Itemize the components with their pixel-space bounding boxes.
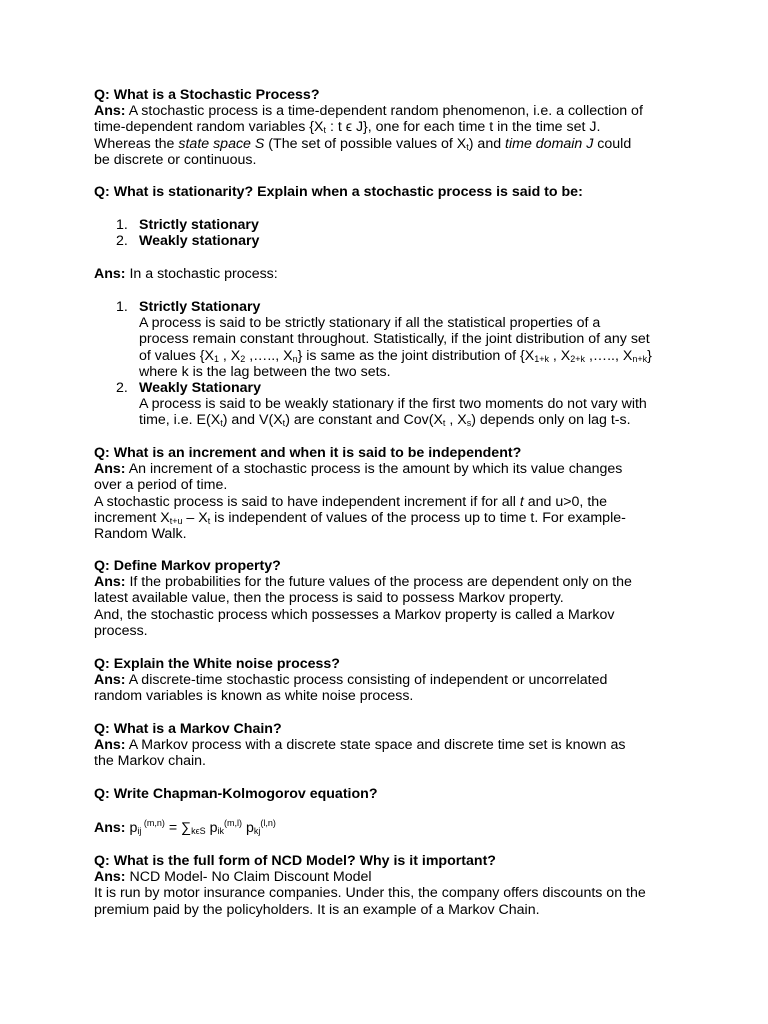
question-stationarity: Q: What is stationarity? Explain when a stochastic process is said to be: [94, 184, 583, 200]
qa-white-noise [94, 656, 684, 705]
question-stochastic-process: Q: What is a Stochastic Process? [94, 87, 320, 103]
answer-stationarity-intro: Ans: In a stochastic process: [94, 266, 278, 282]
answer-white-noise: Ans: A discrete-time stochastic process consisting of independent or uncorrelated random variables is known as white noise process. [94, 672, 608, 705]
list-item-strictly-stationary: 1. Strictly Stationary A process is said to be strictly stationary if all the statistical properties of a process remain constant throughout. Statistically, if the joint distribution of any set of values {$X_1$ , $X_2$ ,….., $X_n$} is same as the joint distribution of {$X_{1+k}$ , $X_{2+k}$ ,….., $X_{n+k}$} where k is the lag between the two sets. [116, 299, 652, 380]
answer-markov-chain: Ans: A Markov process with a discrete state space and discrete time set is known as the Markov chain. [94, 737, 626, 770]
qa-stationarity [94, 184, 684, 250]
question-chapman-kolmogorov: Q: Write Chapman-Kolmogorov equation? [94, 786, 378, 802]
qa-chapman-kolmogorov [94, 786, 684, 836]
qa-markov-chain [94, 721, 684, 770]
stationarity-list [94, 217, 684, 249]
question-markov-property: Q: Define Markov property? [94, 558, 281, 574]
question-ncd-model: Q: What is the full form of NCD Model? Why is it important? [94, 853, 496, 869]
qa-increment [94, 445, 684, 542]
question-markov-chain: Q: What is a Markov Chain? [94, 721, 282, 737]
qa-markov-property [94, 558, 684, 639]
list-item: 1. Strictly stationary [116, 217, 259, 234]
answer-increment: Ans: An increment of a stochastic process is the amount by which its value changes over a period of time. A stochastic process is said to have independent increment if for all t and u>0, the increment $X_{t+u} - X_t$ is independent of values of the process up to time t. For example- Random Walk. [94, 461, 626, 543]
answer-markov-property: Ans: If the probabilities for the future values of the process are dependent only on the latest available value, then the process is said to possess Markov property. And, the stochastic process which possesses a Markov property is called a Markov process. [94, 574, 632, 639]
list-item-weakly-stationary: 2. Weakly Stationary A process is said to be weakly stationary if the first two moments do not vary with time, i.e. $E(X_t)$ and $V(X_t)$ are constant and $Cov(X_t$ , $X_s$) depends only on lag t-s. [116, 380, 647, 429]
stationarity-definitions [94, 299, 684, 429]
answer-stochastic-process: Ans: A stochastic process is a time-dependent random phenomenon, i.e. a collection of time-dependent random variables {$X_t$ : t ϵ J}, one for each time t in the time set J. Whereas the state space S (The set of possible values of $X_t$) and time domain J could be discrete or continuous. [94, 103, 643, 168]
qa-stochastic-process [94, 87, 684, 168]
chapman-kolmogorov-equation: Ans: $p_{ij}$ $^{(m,n)} = \sum_{k\epsilon S}$ $p_{ik}^{(m,l)}$ $p_{kj}^{(l,n)}$ [94, 818, 276, 837]
question-increment: Q: What is an increment and when it is said to be independent? [94, 445, 522, 461]
answer-ncd-model: Ans: NCD Model- No Claim Discount Model It is run by motor insurance companies. Under this, the company offers discounts on the premium paid by the policyholders. It is an example of a Markov Chain. [94, 869, 646, 918]
question-white-noise: Q: Explain the White noise process? [94, 656, 340, 672]
list-item: 2. Weakly stationary [116, 233, 260, 250]
qa-ncd-model [94, 853, 684, 918]
